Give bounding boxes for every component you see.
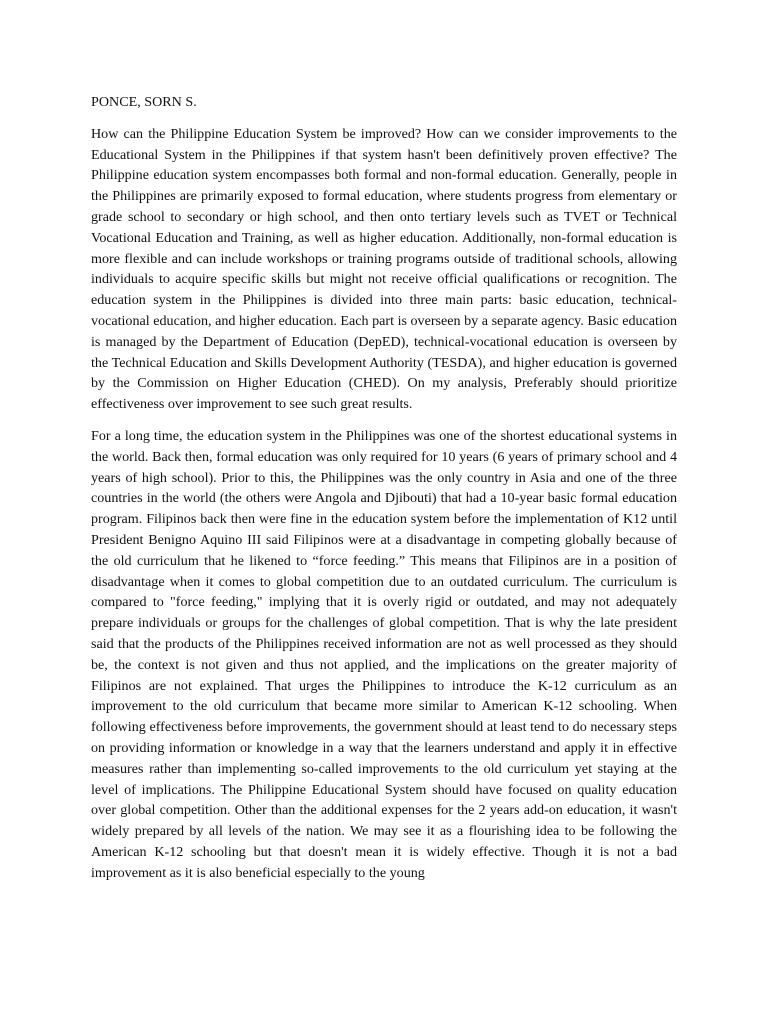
author-name: PONCE, SORN S. bbox=[91, 94, 197, 110]
document-page bbox=[91, 92, 677, 894]
paragraph-1: How can the Philippine Education System be improved? How can we consider improvements to the Educational System in the Philippines if that system hasn't been definitively proven effective? The Philippine education system encompasses both formal and non-formal education. Generally, people in the Philippines are primarily exposed to formal education, where students progress from elementary or grade school to secondary or high school, and then onto tertiary levels such as TVET or Technical Vocational Education and Training, as well as higher education. Additionally, non-formal education is more flexible and can include workshops or training programs outside of traditional schools, allowing individuals to acquire specific skills but might not receive official qualifications or recognition. The education system in the Philippines is divided into three main parts: basic education, technical-vocational education, and higher education. Each part is overseen by a separate agency. Basic education is managed by the Department of Education (DepED), technical-vocational education is overseen by the Technical Education and Skills Development Authority (TESDA), and higher education is governed by the Commission on Higher Education (CHED). On my analysis, Preferably should prioritize effectiveness over improvement to see such great results. bbox=[91, 125, 677, 413]
paragraph-2: For a long time, the education system in the Philippines was one of the shortest educational systems in the world. Back then, formal education was only required for 10 years (6 years of primary school and 4 years of high school). Prior to this, the Philippines was the only country in Asia and one of the three countries in the world (the others were Angola and Djibouti) that had a 10-year basic formal education program. Filipinos back then were fine in the education system before the implementation of K12 until President Benigno Aquino III said Filipinos were at a disadvantage in competing globally because of the old curriculum that he likened to “force feeding.” This means that Filipinos are in a position of disadvantage when it comes to global competition due to an outdated curriculum. The curriculum is compared to "force feeding," implying that it is overly rigid or outdated, and may not adequately prepare individuals or groups for the challenges of global competition. That is why the late president said that the products of the Philippines received information are not as well processed as they should be, the context is not given and thus not applied, and the implications on the greater majority of Filipinos are not explained. That urges the Philippines to introduce the K-12 curriculum as an improvement to the old curriculum that became more similar to American K-12 schooling. When following effectiveness before improvements, the government should at least tend to do necessary steps on providing information or knowledge in a way that the learners understand and apply it in effective measures rather than implementing so-called improvements to the old curriculum yet staying at the level of implications. The Philippine Educational System should have focused on quality education over global competition. Other than the additional expenses for the 2 years add-on education, it wasn't widely prepared by all levels of the nation. We may see it as a flourishing idea to be following the American K-12 schooling but that doesn't mean it is widely effective. Though it is not a bad improvement as it is also beneficial especially to the young bbox=[91, 427, 677, 881]
